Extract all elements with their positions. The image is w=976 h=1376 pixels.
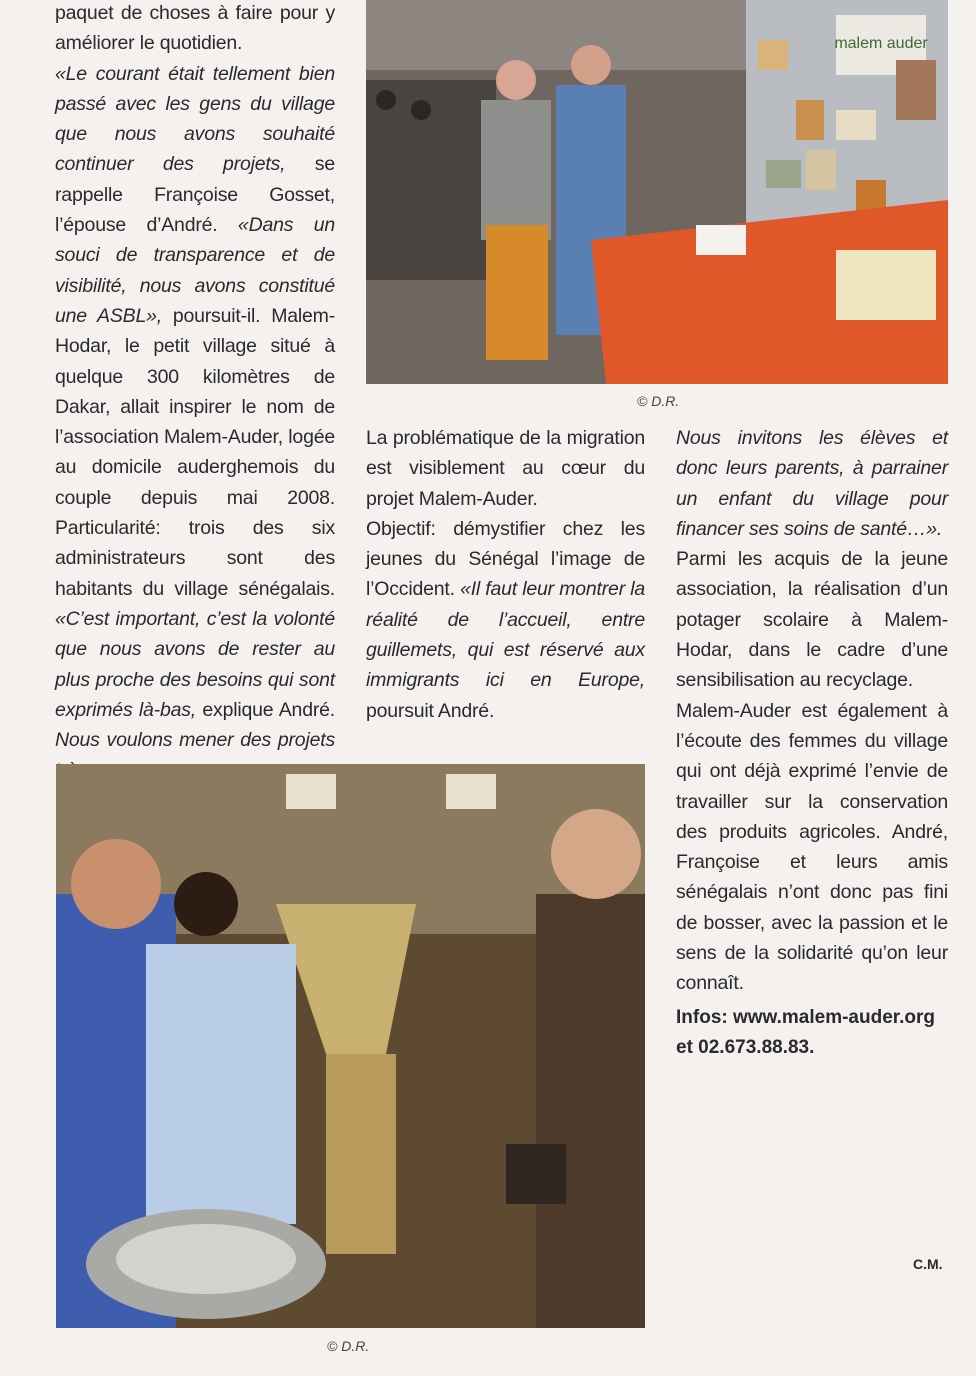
article-column-2 xyxy=(366,423,645,726)
col1-text-3: poursuit-il. Malem-Hodar, le petit village situé à quelque 300 kilomètres de Dakar, allait inspirer le nom de l’association Malem-Auder, logée au domicile auderghemois du couple depuis mai 2008. Particularité: trois des six administrateurs sont des habitants du village sénégalais. xyxy=(55,304,336,600)
col2-paragraph xyxy=(366,423,645,726)
photo-village-mill xyxy=(56,764,645,1328)
col1-quote-1: «Le courant était tellement bien passé avec les gens du village que nous avons souhaité continuer des projets, xyxy=(55,62,335,176)
col1-text-4: explique André. xyxy=(196,698,335,721)
author-initials: C.M. xyxy=(913,1256,943,1272)
col3-paragraph xyxy=(676,423,948,999)
col2-quote-1: «Il faut leur montrer la réalité de l’accueil, entre guillemets, qui est réservé aux immigrants ici en Europe, xyxy=(366,578,645,692)
photo-mill-illustration xyxy=(56,764,645,1328)
col1-text-1: paquet de choses à faire pour y améliorer le quotidien. xyxy=(55,2,335,55)
photo-credit-bottom: © D.R. xyxy=(327,1338,370,1354)
col2-text-2: Objectif: démystifier chez les jeunes du Sénégal l’image de l’Occident. xyxy=(366,517,645,601)
col3-text-2: Malem-Auder est également à l’écoute des femmes du village qui ont déjà exprimé l’envie de travailler sur la conservation des produits agricoles. André, Françoise et leurs amis sénégalais n’ont donc pas fini de bosser, avec la passion et le sens de la solidarité qu’on leur connaît. xyxy=(676,699,948,995)
col1-paragraph xyxy=(55,0,335,786)
col1-quote-3: «C’est important, c’est la volonté que nous avons de rester au plus proche des besoins qui sont exprimés là-bas, xyxy=(55,607,335,721)
col1-quote-4: Nous voulons mener des projets xyxy=(55,729,335,752)
col3-quote-1: Nous invitons les élèves et donc leurs parents, à parrainer un enfant du village pour financer ses soins de santé…». xyxy=(676,427,948,540)
col3-text-1: Parmi les acquis de la jeune association, la réalisation d’un potager scolaire à Malem-Hodar, dans le cadre d’une sensibilisation au recyclage. xyxy=(676,548,948,692)
contact-infos: Infos: www.malem-auder.org et 02.673.88.83. xyxy=(676,1007,936,1058)
col1-text-2: se rappelle Françoise Gosset, l’épouse d’André. xyxy=(55,153,335,237)
sign-malem-auder: malem auder xyxy=(834,35,928,52)
col2-text-3: poursuit André. xyxy=(366,699,495,722)
article-column-3 xyxy=(676,423,948,999)
photo-credit-top: © D.R. xyxy=(637,393,680,409)
col1-quote-2: «Dans un souci de transparence et de visibilité, nous avons constitué une ASBL», xyxy=(55,214,335,327)
photo-exhibition-illustration xyxy=(366,0,948,384)
photo-exhibition-stand xyxy=(366,0,948,384)
article-column-1 xyxy=(55,0,335,786)
col2-text-1: La problématique de la migration est visiblement au cœur du projet Malem-Auder. xyxy=(366,427,645,510)
